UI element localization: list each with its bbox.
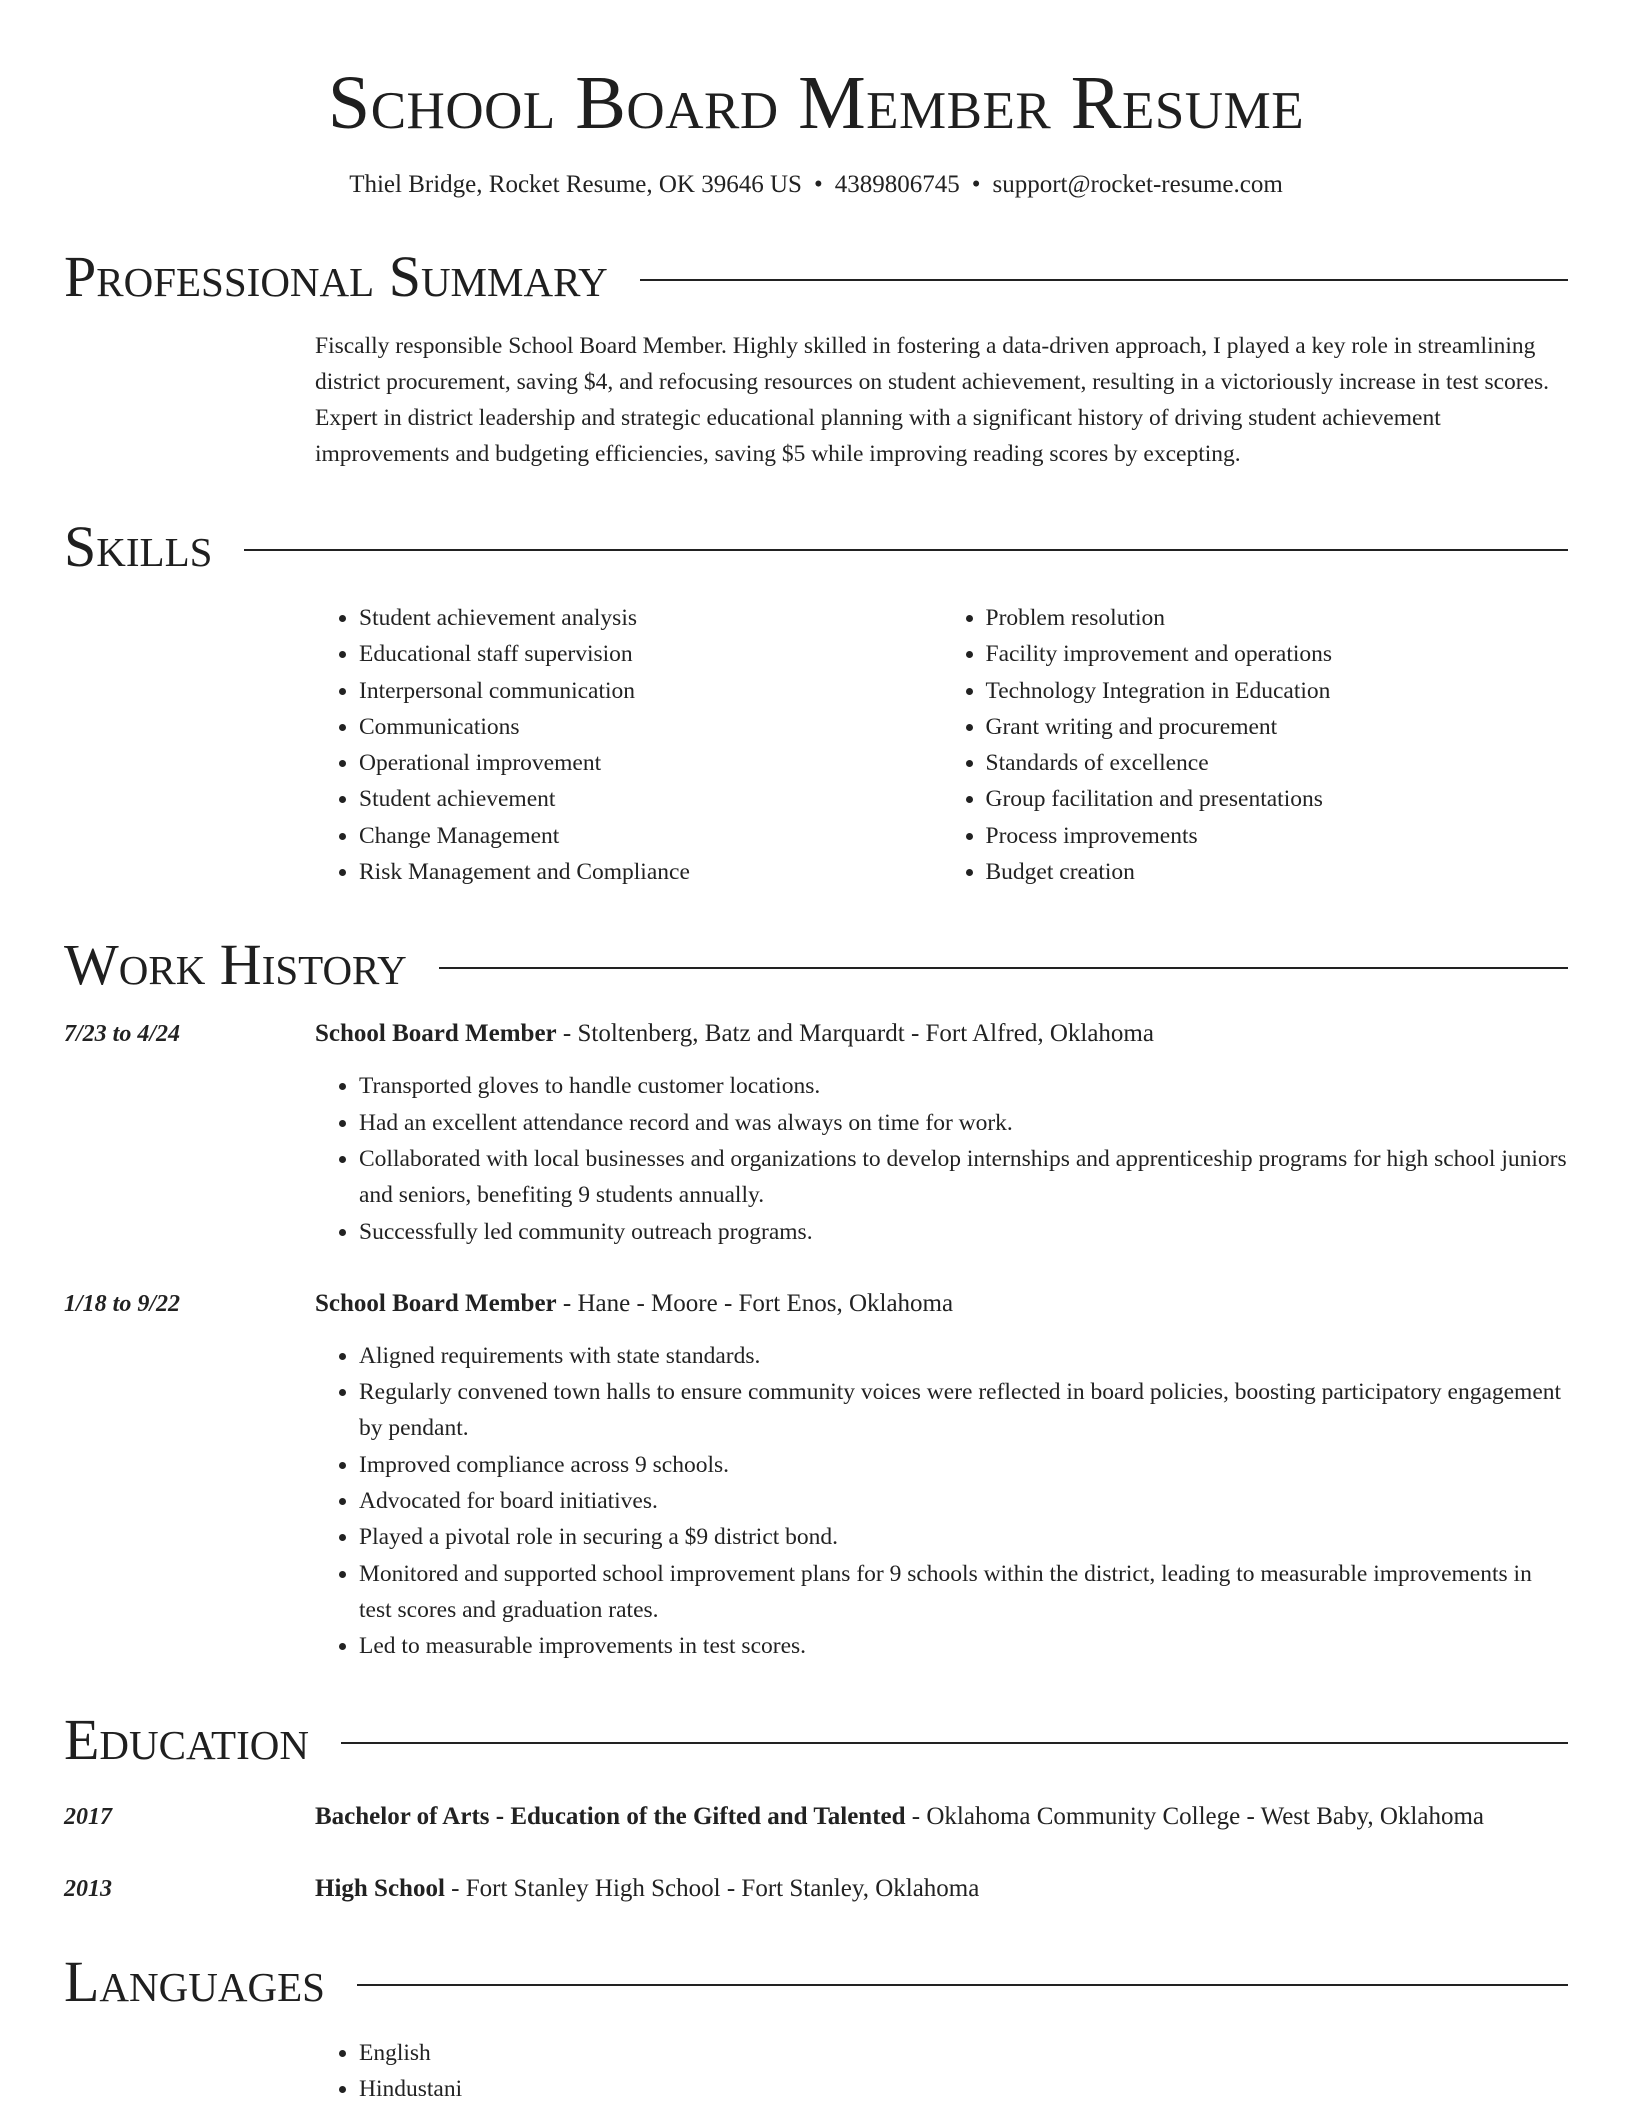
work-bullet: • Monitored and supported school improvement plans for 9 schools within the district, leading to measurable improvements in test scores and graduation rates. bbox=[359, 1556, 1568, 1629]
education-year: 2013 bbox=[64, 1875, 112, 1902]
work-bullet: • Advocated for board initiatives. bbox=[359, 1483, 1568, 1519]
skill-item: • Budget creation bbox=[986, 854, 1569, 890]
work-bullet: • Improved compliance across 9 schools. bbox=[359, 1447, 1568, 1483]
skill-item: • Student achievement analysis bbox=[359, 600, 942, 636]
skill-item: • Operational improvement bbox=[359, 745, 942, 781]
work-content bbox=[315, 1016, 1568, 1249]
section-divider bbox=[640, 279, 1568, 281]
section-title-education: Education bbox=[64, 1706, 309, 1772]
work-content bbox=[315, 1286, 1568, 1665]
section-header-languages bbox=[64, 1948, 1568, 2014]
skills-column-right bbox=[942, 600, 1569, 890]
skill-item: • Problem resolution bbox=[986, 600, 1569, 636]
education-entry bbox=[64, 1799, 1568, 1835]
language-item: • Hindustani bbox=[359, 2071, 1568, 2107]
work-bullet: • Played a pivotal role in securing a $9 district bond. bbox=[359, 1519, 1568, 1555]
languages-list bbox=[64, 2035, 1568, 2108]
section-header-education bbox=[64, 1706, 1568, 1772]
work-bullet: • Had an excellent attendance record and was always on time for work. bbox=[359, 1105, 1568, 1141]
section-title-summary: Professional Summary bbox=[64, 244, 608, 309]
section-header-skills bbox=[64, 516, 1568, 578]
work-bullet: • Collaborated with local businesses and organizations to develop internships and apprenticeship programs for high school juniors and seniors, benefiting 9 students annually. bbox=[359, 1141, 1568, 1214]
contact-line bbox=[64, 168, 1568, 202]
resume-title: School Board Member Resume bbox=[327, 61, 1305, 145]
skills-list bbox=[64, 600, 1568, 890]
job-title: School Board Member bbox=[315, 1289, 557, 1317]
skill-item: • Student achievement bbox=[359, 781, 942, 817]
education-content bbox=[315, 1799, 1484, 1835]
work-bullet: • Regularly convened town halls to ensure community voices were reflected in board policies, boosting participatory engagement by pendant. bbox=[359, 1374, 1568, 1447]
contact-email[interactable]: support@rocket-resume.com bbox=[992, 171, 1283, 198]
work-headline bbox=[315, 1286, 1568, 1322]
skill-item: • Grant writing and procurement bbox=[986, 709, 1569, 745]
employer-details: - Stoltenberg, Batz and Marquardt - Fort Alfred, Oklahoma bbox=[556, 1020, 1154, 1048]
contact-address: Thiel Bridge, Rocket Resume, OK 39646 US bbox=[349, 171, 802, 198]
work-bullets bbox=[315, 1338, 1568, 1665]
skills-column-left bbox=[315, 600, 942, 890]
education-year: 2017 bbox=[64, 1803, 112, 1830]
work-bullet: • Aligned requirements with state standards. bbox=[359, 1338, 1568, 1374]
contact-separator: • bbox=[813, 171, 823, 198]
work-bullet: • Transported gloves to handle customer locations. bbox=[359, 1068, 1568, 1104]
skill-item: • Risk Management and Compliance bbox=[359, 854, 942, 890]
work-entry bbox=[64, 1016, 1568, 1249]
employer-details: - Hane - Moore - Fort Enos, Oklahoma bbox=[556, 1289, 954, 1317]
work-dates: 7/23 to 4/24 bbox=[64, 1021, 181, 1048]
section-title-work-history: Work History bbox=[64, 932, 407, 998]
work-bullet: • Successfully led community outreach programs. bbox=[359, 1214, 1568, 1250]
work-bullet: • Led to measurable improvements in test scores. bbox=[359, 1628, 1568, 1664]
section-divider bbox=[439, 967, 1568, 969]
skill-item: • Technology Integration in Education bbox=[986, 673, 1569, 709]
skill-item: • Interpersonal communication bbox=[359, 673, 942, 709]
section-header-summary bbox=[64, 246, 1568, 308]
skill-item: • Group facilitation and presentations bbox=[986, 781, 1569, 817]
work-dates: 1/18 to 9/22 bbox=[64, 1290, 181, 1317]
skill-item: • Standards of excellence bbox=[986, 745, 1569, 781]
skill-item: • Facility improvement and operations bbox=[986, 636, 1569, 672]
section-divider bbox=[341, 1742, 1568, 1744]
work-bullets bbox=[315, 1068, 1568, 1249]
contact-phone: 4389806745 bbox=[834, 171, 960, 198]
skill-item: • Communications bbox=[359, 709, 942, 745]
languages-items bbox=[315, 2035, 1568, 2108]
section-divider bbox=[244, 549, 1568, 551]
professional-summary: Fiscally responsible School Board Member. Highly skilled in fostering a data-driven approach, I played a key role in streamlining district procurement, saving $4, and refocusing resources on student achievement, resulting in a victoriously increase in test scores. Expert in district leadership and strategic educational planning with a significant history of driving student achievement improvements and budgeting efficiencies, saving $5 while improving reading scores by excepting. bbox=[315, 333, 1550, 467]
skill-item: • Educational staff supervision bbox=[359, 636, 942, 672]
job-title: School Board Member bbox=[315, 1020, 557, 1048]
degree: High School bbox=[315, 1874, 445, 1902]
skill-item: • Process improvements bbox=[986, 818, 1569, 854]
section-divider bbox=[357, 1984, 1568, 1986]
section-header-work-history bbox=[64, 934, 1568, 996]
skill-item: • Change Management bbox=[359, 818, 942, 854]
section-title-skills: Skills bbox=[64, 514, 213, 579]
education-entry bbox=[64, 1871, 1568, 1907]
section-title-languages: Languages bbox=[64, 1948, 325, 2014]
work-headline bbox=[315, 1016, 1568, 1052]
education-content bbox=[315, 1871, 979, 1907]
language-item: • English bbox=[359, 2035, 1568, 2071]
work-entry bbox=[64, 1286, 1568, 1665]
school-details: - Oklahoma Community College - West Baby, Oklahoma bbox=[905, 1802, 1485, 1830]
degree: Bachelor of Arts - Education of the Gifted and Talented bbox=[315, 1802, 906, 1830]
school-details: - Fort Stanley High School - Fort Stanley, Oklahoma bbox=[444, 1874, 980, 1902]
contact-separator: • bbox=[971, 171, 981, 198]
